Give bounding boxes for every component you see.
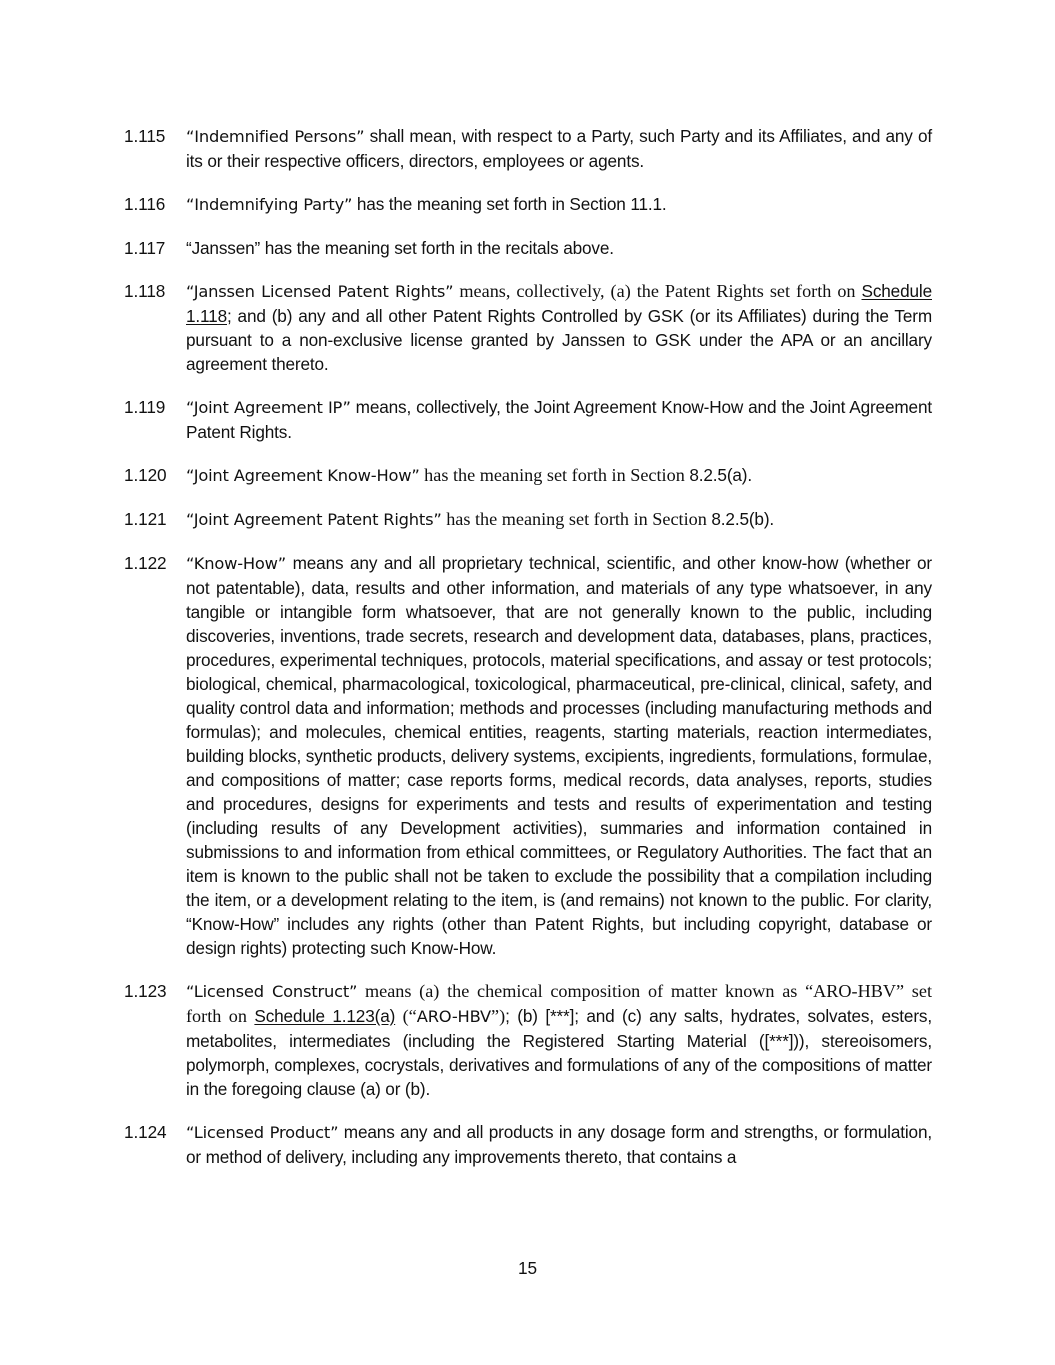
definition-text (186, 236, 932, 260)
definition-body-serif: (“ (395, 1006, 417, 1026)
definition-body: 8.2.5(b). (711, 509, 775, 529)
defined-term: “Janssen Licensed Patent Rights” (186, 282, 454, 301)
definition-text (186, 507, 932, 532)
definition-body: has the meaning set forth in Section 11.1. (352, 194, 667, 214)
definition-1-120 (124, 463, 932, 488)
section-number: 1.119 (124, 397, 166, 417)
definition-text (186, 463, 932, 488)
definition-body: means any and all products in any dosage form and strengths, or formulation, or method of delivery, including any improvements thereto, that contains a (186, 1122, 932, 1167)
definition-1-123 (124, 979, 932, 1101)
section-number: 1.115 (124, 126, 166, 146)
definition-text (186, 1120, 932, 1169)
definition-body: shall mean, with respect to a Party, such Party and its Affiliates, and any of its or their respective officers, directors, employees or agents. (186, 126, 932, 171)
section-number: 1.120 (124, 465, 167, 485)
section-number: 1.124 (124, 1122, 167, 1142)
definition-1-117 (124, 236, 932, 260)
definition-body-serif: ”) (491, 1006, 506, 1026)
definition-text (186, 395, 932, 444)
definition-1-121 (124, 507, 932, 532)
definition-body: means, collectively, the Joint Agreement Know-How and the Joint Agreement Patent Rights. (186, 397, 932, 442)
definitions-list (124, 124, 932, 1188)
section-number: 1.116 (124, 194, 166, 214)
definition-text (186, 279, 932, 376)
definition-body: means any and all proprietary technical, scientific, and other know-how (whether or not patentable), data, results and other information, and materials of any type whatsoever, in any tangible or intangible form whatsoever, that are not generally known to the public, including discoveries, inventions, trade secrets, research and development data, databases, plans, practices, procedures, experimental techniques, protocols, material specifications, and assay or test protocols; biological, chemical, pharmacological, toxicological, pharmaceutical, pre-clinical, clinical, safety, and quality control data and information; methods and processes (including manufacturing methods and formulas); and molecules, chemical entities, reagents, starting materials, reaction intermediates, building blocks, synthetic products, delivery systems, excipients, ingredients, formulations, formulae, and compositions of matter; case reports forms, medical records, data analyses, reports, studies and procedures, designs for experiments and tests and results of experimentation and testing (including results of any Development activities), summaries and information contained in submissions to and information from ethical committees, or Regulatory Authorities. The fact that an item is known to the public shall not be taken to exclude the possibility that a compilation including the item, or a development relating to the item, is (and remains) not known to the public. For clarity, “Know-How” includes any rights (other than Patent Rights, but including copyright, database or design rights) protecting such Know-How. (186, 553, 932, 958)
schedule-reference: Schedule 1.118 (186, 281, 932, 326)
definition-1-119 (124, 395, 932, 444)
definition-1-116 (124, 192, 932, 217)
section-number: 1.123 (124, 981, 167, 1001)
definition-1-122 (124, 551, 932, 960)
section-number: 1.118 (124, 281, 166, 301)
definition-text (186, 192, 932, 217)
defined-term: “Licensed Product” (186, 1123, 339, 1142)
definition-1-118 (124, 279, 932, 376)
page-number: 15 (517, 1258, 538, 1278)
defined-term-short: ARO-HBV (416, 1007, 491, 1026)
definition-body-serif: means, collectively, (a) the Patent Rights set forth on (453, 281, 862, 301)
definition-text (186, 551, 932, 960)
definition-1-115 (124, 124, 932, 173)
definition-body: “Janssen” has the meaning set forth in the recitals above. (186, 238, 614, 258)
defined-term: “Know-How” (186, 554, 287, 573)
definition-body-serif: has the meaning set forth in Section (419, 465, 690, 485)
defined-term: “Joint Agreement Patent Rights” (186, 510, 442, 529)
definition-body: 8.2.5(a). (689, 465, 753, 485)
section-number: 1.117 (124, 238, 166, 258)
defined-term: “Indemnifying Party” (186, 195, 353, 214)
defined-term: “Indemnified Persons” (186, 127, 365, 146)
schedule-reference: Schedule 1.123(a) (254, 1006, 396, 1026)
definition-body-serif: has the meaning set forth in Section (441, 509, 712, 529)
defined-term: “Joint Agreement IP” (186, 398, 351, 417)
section-number: 1.122 (124, 553, 167, 573)
definition-text (186, 979, 932, 1101)
definition-text (186, 124, 932, 173)
defined-term: “Licensed Construct” (186, 982, 358, 1001)
definition-body-serif: means (a) the chemical composition of matter known as “ARO-HBV” set forth on (186, 981, 933, 1026)
defined-term: “Joint Agreement Know-How” (186, 466, 420, 485)
section-number: 1.121 (124, 509, 167, 529)
definition-body: ; and (b) any and all other Patent Rights Controlled by GSK (or its Affiliates) during the Term pursuant to a non-exclusive license granted by Janssen to GSK under the APA or an ancillary agreement thereto. (186, 306, 932, 374)
definition-body: ; (b) [***]; and (c) any salts, hydrates, solvates, esters, metabolites, intermediates (including the Registered Starting Material ([***])), stereoisomers, polymorph, complexes, cocrystals, derivatives and formulations of any of the compositions of matter in the foregoing clause (a) or (b). (186, 1006, 932, 1099)
definition-1-124 (124, 1120, 932, 1169)
